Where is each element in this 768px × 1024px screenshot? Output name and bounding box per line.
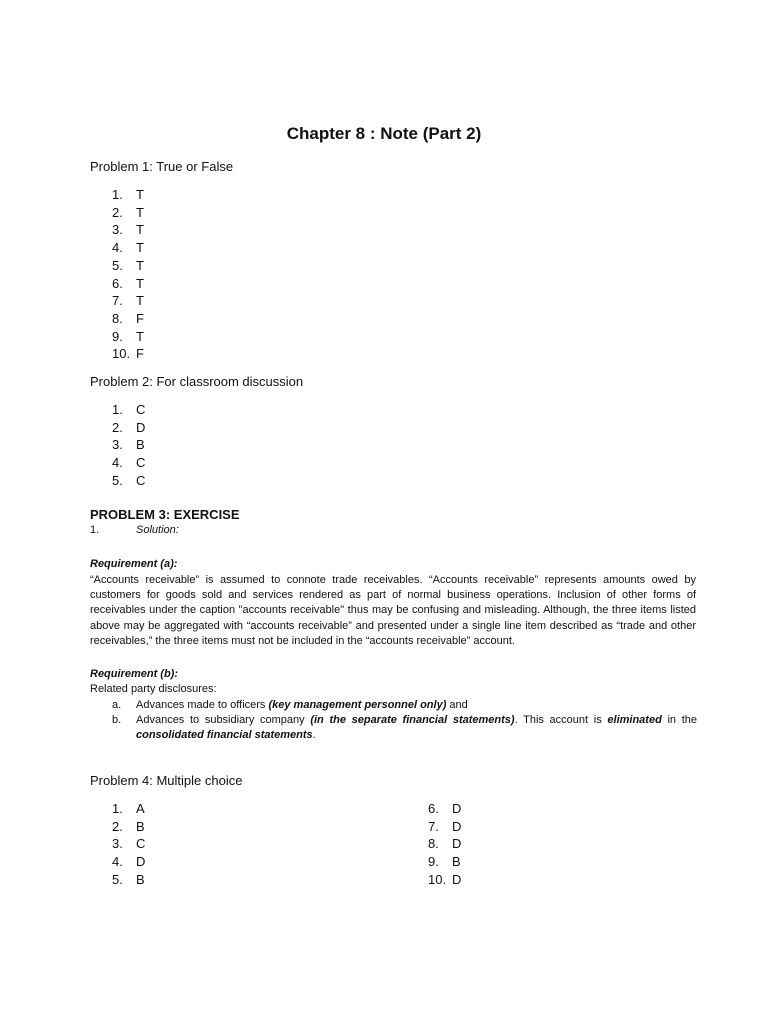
text-run: Advances to subsidiary company bbox=[136, 714, 311, 727]
item-answer: F bbox=[136, 310, 144, 326]
list-item bbox=[112, 800, 145, 818]
list-item bbox=[428, 818, 461, 836]
item-answer: B bbox=[136, 437, 145, 453]
item-number: 10. bbox=[112, 346, 131, 362]
item-answer: D bbox=[452, 871, 462, 887]
item-answer: C bbox=[136, 402, 146, 417]
list-item bbox=[112, 454, 145, 472]
item-number: 4. bbox=[112, 240, 123, 256]
item-answer: D bbox=[452, 836, 462, 852]
item-number: 10. bbox=[428, 871, 447, 887]
problem2-answer-list bbox=[112, 401, 145, 490]
item-number: 3. bbox=[112, 437, 123, 453]
item-answer: D bbox=[452, 818, 462, 834]
emphasis-text: eliminated bbox=[607, 714, 662, 727]
list-item bbox=[112, 257, 144, 275]
list-item bbox=[112, 472, 145, 490]
item-number: 8. bbox=[112, 310, 123, 326]
item-answer: T bbox=[136, 187, 144, 202]
item-number: 3. bbox=[112, 836, 123, 852]
list-item bbox=[112, 436, 145, 454]
text-run: in the bbox=[661, 714, 697, 727]
list-item bbox=[428, 853, 461, 871]
item-number: 1. bbox=[112, 402, 123, 417]
list-item bbox=[112, 419, 145, 437]
related-party-intro: Related party disclosures: bbox=[90, 683, 217, 695]
item-number: 6. bbox=[112, 275, 123, 291]
item-answer: D bbox=[136, 419, 146, 435]
problem2-heading: Problem 2: For classroom discussion bbox=[90, 374, 304, 389]
item-number: 2. bbox=[112, 818, 123, 834]
emphasis-text: (in the separate financial statements) bbox=[310, 714, 515, 727]
item-number: 1. bbox=[90, 524, 100, 536]
list-item bbox=[112, 275, 144, 293]
item-answer: C bbox=[136, 472, 146, 488]
emphasis-text: consolidated financial statements bbox=[136, 729, 313, 742]
item-number: 9. bbox=[428, 854, 439, 870]
related-party-list bbox=[112, 698, 697, 744]
item-number: 9. bbox=[112, 328, 123, 344]
item-answer: D bbox=[136, 854, 146, 870]
list-item bbox=[112, 345, 144, 363]
list-item bbox=[112, 239, 144, 257]
problem4-answer-list-col2 bbox=[428, 800, 461, 889]
item-letter: a. bbox=[112, 699, 122, 711]
solution-label: Solution: bbox=[136, 524, 179, 536]
requirement-b-title: Requirement (b): bbox=[90, 668, 178, 680]
item-answer: T bbox=[136, 328, 144, 344]
item-number: 5. bbox=[112, 472, 123, 488]
list-item bbox=[112, 292, 144, 310]
item-number: 3. bbox=[112, 222, 123, 238]
item-answer: D bbox=[452, 801, 462, 816]
item-number: 1. bbox=[112, 187, 123, 202]
item-number: 7. bbox=[428, 818, 439, 834]
item-number: 2. bbox=[112, 204, 123, 220]
item-number: 5. bbox=[112, 257, 123, 273]
item-number: 7. bbox=[112, 293, 123, 309]
item-answer: T bbox=[136, 222, 144, 238]
item-answer: A bbox=[136, 801, 145, 816]
item-answer: B bbox=[136, 818, 145, 834]
item-number: 6. bbox=[428, 801, 439, 816]
item-letter: b. bbox=[112, 714, 122, 727]
problem4-answer-list-col1 bbox=[112, 800, 145, 889]
problem1-answer-list bbox=[112, 186, 144, 363]
item-text bbox=[136, 713, 697, 743]
list-item bbox=[112, 328, 144, 346]
problem1-heading: Problem 1: True or False bbox=[90, 159, 234, 174]
problem3-heading: PROBLEM 3: EXERCISE bbox=[90, 507, 240, 522]
list-item bbox=[112, 401, 145, 419]
item-answer: T bbox=[136, 275, 144, 291]
list-item bbox=[112, 853, 145, 871]
item-answer: C bbox=[136, 455, 146, 471]
list-item bbox=[112, 818, 145, 836]
item-number: 4. bbox=[112, 854, 123, 870]
text-run: Advances made to officers bbox=[136, 699, 269, 711]
list-item bbox=[112, 221, 144, 239]
list-item bbox=[112, 713, 697, 743]
list-item bbox=[112, 698, 697, 713]
item-number: 2. bbox=[112, 419, 123, 435]
text-run: . This account is bbox=[514, 714, 608, 727]
requirement-a-body: “Accounts receivable” is assumed to connote trade receivables. “Accounts receivable” represents amounts owed by customers for goods sold and services rendered as part of normal business operations. Inclusion of other forms of receivables under the caption "accounts receivable" thus may be confusing and misleading. Although, the three items listed above may be aggregated with “accounts receivable” and presented under a single line item described as “trade and other receivables,” the three items must not be included in the “accounts receivable” account. bbox=[90, 574, 696, 647]
item-answer: B bbox=[452, 854, 461, 870]
item-answer: T bbox=[136, 240, 144, 256]
list-item bbox=[112, 204, 144, 222]
problem3-item bbox=[90, 524, 179, 536]
page-title: Chapter 8 : Note (Part 2) bbox=[286, 124, 482, 143]
emphasis-text: (key management personnel only) bbox=[268, 699, 447, 711]
problem4-heading: Problem 4: Multiple choice bbox=[90, 773, 243, 788]
text-run: . bbox=[312, 729, 316, 742]
item-answer: B bbox=[136, 871, 145, 887]
item-answer: T bbox=[136, 293, 144, 309]
item-number: 8. bbox=[428, 836, 439, 852]
list-item bbox=[112, 835, 145, 853]
requirement-a-title: Requirement (a): bbox=[90, 558, 178, 570]
item-text bbox=[136, 698, 697, 713]
item-answer: T bbox=[136, 257, 144, 273]
item-answer: F bbox=[136, 346, 144, 362]
list-item bbox=[112, 186, 144, 204]
item-answer: T bbox=[136, 204, 144, 220]
item-number: 5. bbox=[112, 871, 123, 887]
list-item bbox=[112, 310, 144, 328]
list-item bbox=[428, 871, 461, 889]
item-number: 1. bbox=[112, 801, 123, 816]
list-item bbox=[112, 871, 145, 889]
item-number: 4. bbox=[112, 455, 123, 471]
list-item bbox=[428, 800, 461, 818]
list-item bbox=[428, 835, 461, 853]
text-run: and bbox=[446, 699, 468, 711]
item-answer: C bbox=[136, 836, 146, 852]
